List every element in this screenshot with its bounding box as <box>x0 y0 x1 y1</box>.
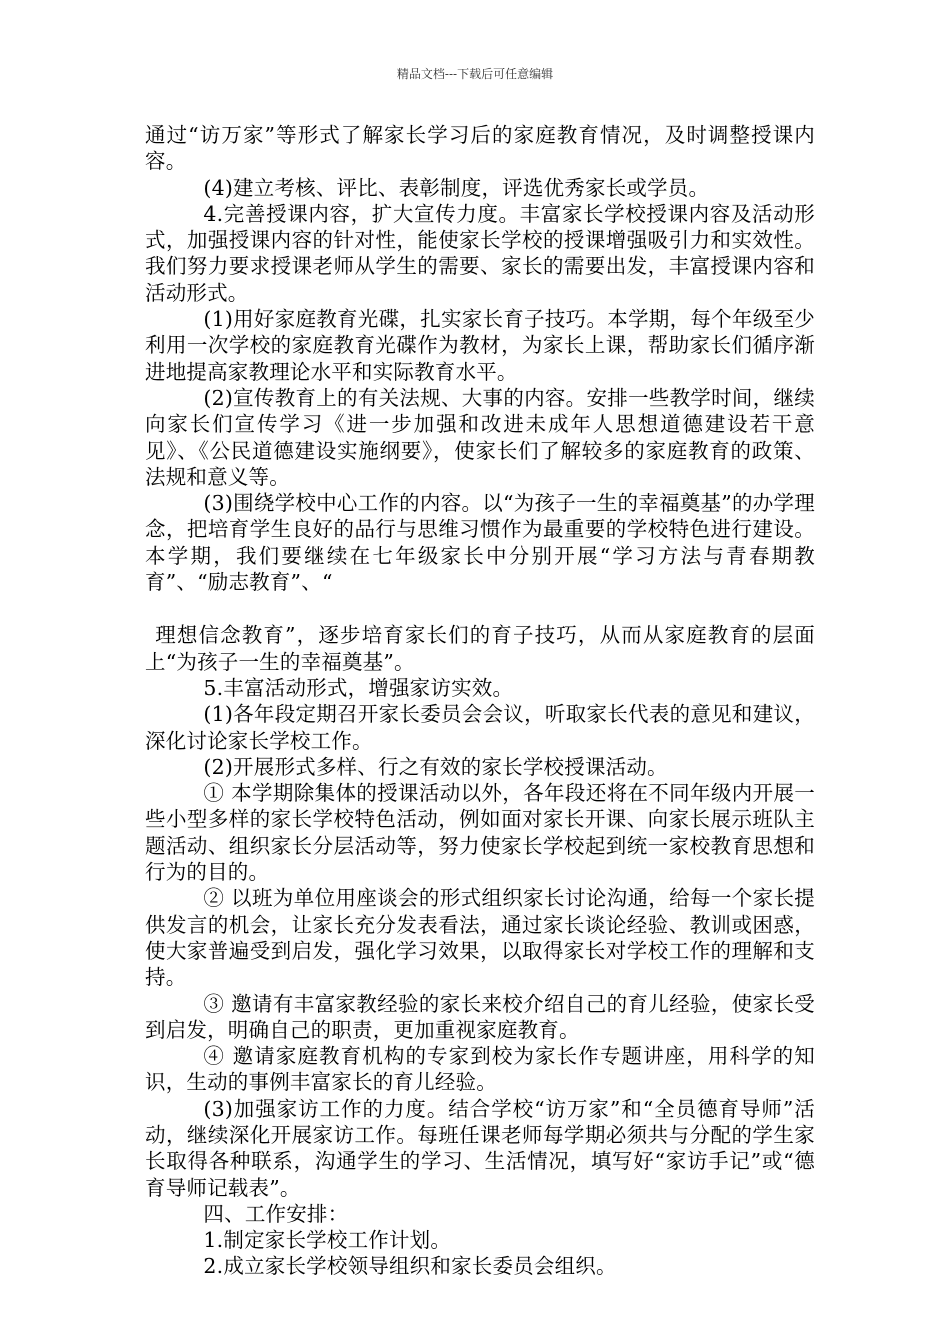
paragraph: 5.丰富活动形式，增强家访实效。 <box>203 675 514 700</box>
paragraph: (1)用好家庭教育光碟，扎实家长育子技巧。本学期，每个年级至少利用一次学校的家庭教育光碟作为教材，为家长上课，帮助家长们循序渐进地提高家教理论水平和实际教育水平。 <box>145 307 815 384</box>
paragraph: 通过“访万家”等形式了解家长学习后的家庭教育情况，及时调整授课内容。 <box>145 123 815 174</box>
paragraph: (1)各年段定期召开家长委员会会议，听取家长代表的意见和建议，深化讨论家长学校工作。 <box>145 702 815 753</box>
list-item: 2.成立家长学校领导组织和家长委员会组织。 <box>203 1254 617 1279</box>
section-heading: 四、工作安排： <box>203 1201 349 1226</box>
paragraph: (3)围绕学校中心工作的内容。以“为孩子一生的幸福奠基”的办学理念，把培育学生良好的品行与思维习惯作为最重要的学校特色进行建设。本学期，我们要继续在七年级家长中分别开展“学习方法与青春期教育”、“励志教育”、“ <box>145 491 815 595</box>
list-item: 1.制定家长学校工作计划。 <box>203 1228 452 1253</box>
paragraph: (3)加强家访工作的力度。结合学校“访万家”和“全员德育导师”活动，继续深化开展家访工作。每班任课老师每学期必须共与分配的学生家长取得各种联系，沟通学生的学习、生活情况，填写好“家访手记”或“德育导师记载表”。 <box>145 1096 815 1200</box>
paragraph: ① 本学期除集体的授课活动以外，各年段还将在不同年级内开展一些小型多样的家长学校特色活动，例如面对家长开课、向家长展示班队主题活动、组织家长分层活动等，努力使家长学校起到统一家校教育思想和行为的目的。 <box>145 781 815 885</box>
paragraph: ③ 邀请有丰富家教经验的家长来校介绍自己的育儿经验，使家长受到启发，明确自己的职责，更加重视家庭教育。 <box>145 991 815 1042</box>
paragraph: (2)宣传教育上的有关法规、大事的内容。安排一些教学时间，继续向家长们宣传学习《进一步加强和改进未成年人思想道德建设若干意见》、《公民道德建设实施纲要》，使家长们了解较多的家庭教育的政策、法规和意义等。 <box>145 385 815 489</box>
paragraph: 4.完善授课内容，扩大宣传力度。丰富家长学校授课内容及活动形式，加强授课内容的针对性，能使家长学校的授课增强吸引力和实效性。我们努力要求授课老师从学生的需要、家长的需要出发，丰富授课内容和活动形式。 <box>145 201 815 305</box>
page-header: 精品文档---下载后可任意编辑 <box>396 67 554 81</box>
document-body <box>145 122 815 1280</box>
paragraph: (4)建立考核、评比、表彰制度，评选优秀家长或学员。 <box>203 175 710 200</box>
paragraph-continuation: 理想信念教育”，逐步培育家长们的育子技巧，从而从家庭教育的层面上“为孩子一生的幸福奠基”。 <box>145 623 815 674</box>
paragraph: ④ 邀请家庭教育机构的专家到校为家长作专题讲座，用科学的知识，生动的事例丰富家长的育儿经验。 <box>145 1044 815 1095</box>
paragraph: (2)开展形式多样、行之有效的家长学校授课活动。 <box>203 754 668 779</box>
page-gap <box>145 595 815 622</box>
paragraph: ② 以班为单位用座谈会的形式组织家长讨论沟通，给每一个家长提供发言的机会，让家长充分发表看法，通过家长谈论经验、教训或困惑，使大家普遍受到启发，强化学习效果，以取得家长对学校工作的理解和支持。 <box>145 886 815 990</box>
